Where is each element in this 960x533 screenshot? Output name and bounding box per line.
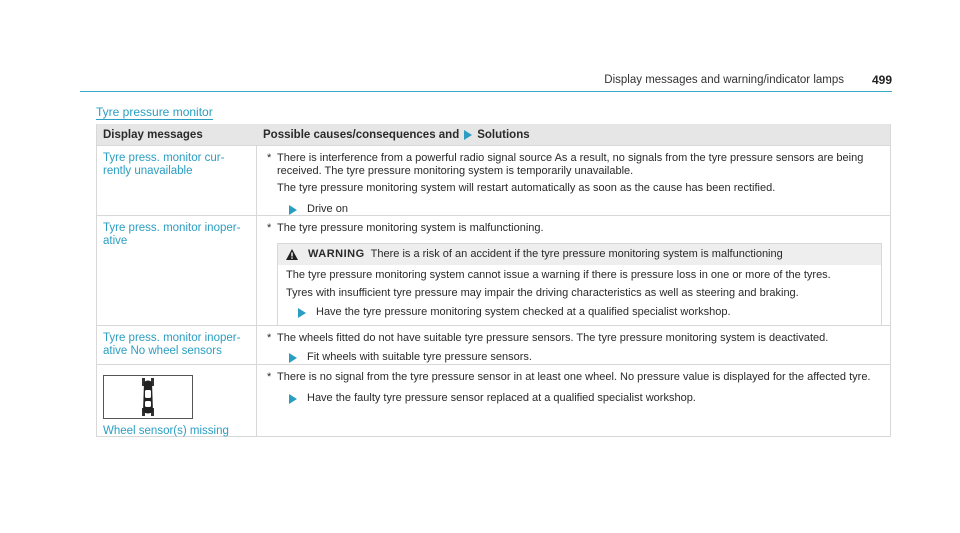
cause-cell — [257, 146, 890, 215]
warning-header — [278, 244, 881, 265]
bullet-star: * — [267, 371, 272, 383]
display-message: Tyre press. monitor inoper-ative — [97, 216, 257, 325]
messages-table — [96, 124, 891, 437]
display-message: Wheel sensor(s) missing — [103, 425, 229, 437]
bullet-star: * — [267, 152, 272, 164]
table-row — [97, 364, 890, 436]
solution-text: Have the tyre pressure monitoring system checked at a qualified specialist workshop. — [316, 306, 731, 318]
header-rule — [80, 91, 892, 92]
bullet-star: * — [267, 222, 272, 234]
section-title: Tyre pressure monitor — [96, 105, 213, 119]
car-top-view-icon — [135, 378, 161, 416]
arrow-right-icon — [298, 308, 306, 318]
display-message: Tyre press. monitor inoper-ative No wheel sensors — [97, 326, 257, 364]
solution-step — [289, 392, 882, 405]
warning-paragraph: The tyre pressure monitoring system cannot issue a warning if there is pressure loss in one or more of the tyres. — [286, 269, 831, 281]
cause-text: There is interference from a powerful radio signal source As a result, no signals from the tyre pressure sensors are being received. The tyre pressure monitoring system is temporarily unavailable. — [277, 152, 864, 177]
tyre-sensor-display-box — [103, 375, 193, 419]
warning-title: WARNING — [308, 248, 365, 260]
arrow-right-icon — [289, 394, 297, 404]
solution-text: Drive on — [307, 203, 348, 215]
solution-step — [289, 203, 882, 216]
cause-note: The tyre pressure monitoring system will restart automatically as soon as the cause has been rectified. — [277, 182, 776, 194]
table-row — [97, 215, 890, 325]
col-header-solutions-text: Solutions — [477, 128, 530, 141]
cause-text: The tyre pressure monitoring system is malfunctioning. — [277, 222, 544, 234]
table-header — [97, 124, 890, 145]
display-message-cell — [97, 365, 257, 436]
arrow-right-icon — [464, 130, 472, 140]
solution-step — [298, 306, 873, 319]
cause-item — [267, 371, 882, 384]
solution-step — [289, 351, 882, 364]
table-row — [97, 325, 890, 364]
warning-heading: There is a risk of an accident if the tyre pressure monitoring system is malfunctioning — [370, 248, 783, 260]
page-number: 499 — [872, 73, 893, 87]
cause-cell — [257, 326, 890, 364]
warning-paragraph: Tyres with insufficient tyre pressure may impair the driving characteristics as well as steering and braking. — [286, 287, 799, 299]
warning-body — [278, 265, 881, 325]
cause-item — [267, 222, 882, 235]
cause-item — [267, 152, 882, 178]
cause-text: The wheels fitted do not have suitable tyre pressure sensors. The tyre pressure monitoring system is deactivated. — [277, 332, 829, 344]
cause-cell — [257, 365, 890, 436]
table-row — [97, 145, 890, 215]
cause-text: There is no signal from the tyre pressure sensor in at least one wheel. No pressure value is displayed for the affected tyre. — [277, 371, 871, 383]
solution-text: Have the faulty tyre pressure sensor replaced at a qualified specialist workshop. — [307, 392, 696, 404]
warning-box — [277, 243, 882, 326]
col-header-causes — [257, 129, 890, 141]
cause-item — [267, 332, 882, 345]
arrow-right-icon — [289, 205, 297, 215]
col-header-messages: Display messages — [103, 128, 203, 141]
cause-cell — [257, 216, 890, 325]
solution-text: Fit wheels with suitable tyre pressure sensors. — [307, 351, 532, 363]
display-message: Tyre press. monitor cur-rently unavailable — [97, 146, 257, 215]
arrow-right-icon — [289, 353, 297, 363]
warning-triangle-icon — [286, 249, 298, 260]
col-header-causes-text: Possible causes/consequences and — [263, 128, 460, 141]
running-title: Display messages and warning/indicator lamps — [604, 74, 844, 86]
bullet-star: * — [267, 332, 272, 344]
